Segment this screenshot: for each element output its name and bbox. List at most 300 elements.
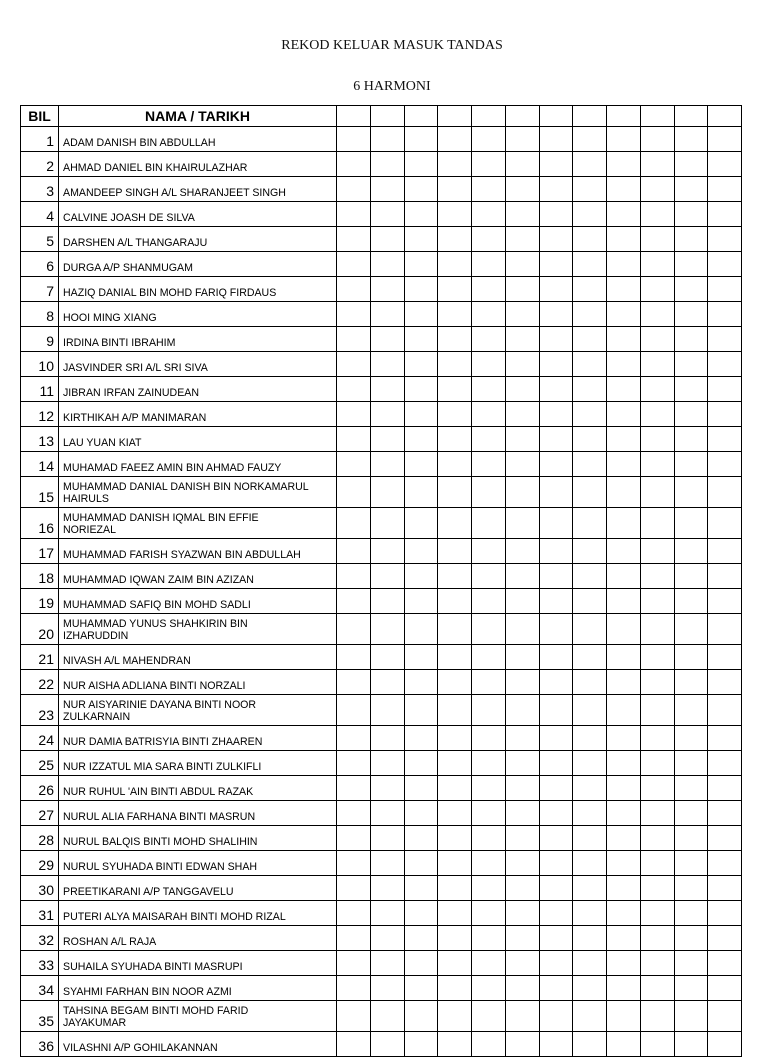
date-entry-cell[interactable] — [674, 377, 708, 402]
date-entry-cell[interactable] — [505, 202, 539, 227]
date-entry-cell[interactable] — [539, 826, 573, 851]
date-entry-cell[interactable] — [337, 327, 371, 352]
date-entry-cell[interactable] — [674, 976, 708, 1001]
date-entry-cell[interactable] — [674, 901, 708, 926]
date-entry-cell[interactable] — [640, 564, 674, 589]
date-entry-cell[interactable] — [472, 776, 506, 801]
date-entry-cell[interactable] — [607, 926, 641, 951]
date-entry-cell[interactable] — [674, 826, 708, 851]
date-entry-cell[interactable] — [438, 427, 472, 452]
date-entry-cell[interactable] — [438, 926, 472, 951]
date-entry-cell[interactable] — [607, 127, 641, 152]
date-entry-cell[interactable] — [472, 202, 506, 227]
date-entry-cell[interactable] — [370, 614, 404, 645]
date-entry-cell[interactable] — [607, 352, 641, 377]
date-entry-cell[interactable] — [640, 508, 674, 539]
date-entry-cell[interactable] — [404, 302, 438, 327]
date-entry-cell[interactable] — [708, 539, 742, 564]
date-entry-cell[interactable] — [505, 1032, 539, 1057]
date-entry-cell[interactable] — [640, 645, 674, 670]
date-entry-cell[interactable] — [404, 377, 438, 402]
date-entry-cell[interactable] — [708, 751, 742, 776]
date-entry-cell[interactable] — [370, 477, 404, 508]
date-entry-cell[interactable] — [674, 1001, 708, 1032]
date-entry-cell[interactable] — [505, 177, 539, 202]
date-entry-cell[interactable] — [573, 227, 607, 252]
date-entry-cell[interactable] — [607, 1001, 641, 1032]
date-entry-cell[interactable] — [370, 876, 404, 901]
date-entry-cell[interactable] — [539, 377, 573, 402]
date-entry-cell[interactable] — [472, 539, 506, 564]
date-entry-cell[interactable] — [607, 801, 641, 826]
date-entry-cell[interactable] — [337, 801, 371, 826]
date-entry-cell[interactable] — [607, 726, 641, 751]
date-entry-cell[interactable] — [370, 695, 404, 726]
date-entry-cell[interactable] — [607, 539, 641, 564]
date-entry-cell[interactable] — [708, 427, 742, 452]
date-entry-cell[interactable] — [573, 452, 607, 477]
date-entry-cell[interactable] — [337, 851, 371, 876]
date-entry-cell[interactable] — [472, 589, 506, 614]
date-entry-cell[interactable] — [337, 427, 371, 452]
date-entry-cell[interactable] — [674, 876, 708, 901]
date-entry-cell[interactable] — [472, 277, 506, 302]
date-entry-cell[interactable] — [370, 645, 404, 670]
date-entry-cell[interactable] — [708, 252, 742, 277]
date-entry-cell[interactable] — [674, 589, 708, 614]
date-entry-cell[interactable] — [539, 302, 573, 327]
date-entry-cell[interactable] — [573, 826, 607, 851]
date-entry-cell[interactable] — [607, 377, 641, 402]
date-entry-cell[interactable] — [472, 1032, 506, 1057]
date-entry-cell[interactable] — [708, 901, 742, 926]
date-entry-cell[interactable] — [607, 452, 641, 477]
date-entry-cell[interactable] — [404, 152, 438, 177]
date-entry-cell[interactable] — [404, 477, 438, 508]
date-entry-cell[interactable] — [539, 801, 573, 826]
date-entry-cell[interactable] — [438, 695, 472, 726]
date-entry-cell[interactable] — [708, 726, 742, 751]
date-entry-cell[interactable] — [370, 589, 404, 614]
date-entry-cell[interactable] — [640, 252, 674, 277]
date-entry-cell[interactable] — [438, 477, 472, 508]
date-entry-cell[interactable] — [337, 951, 371, 976]
date-entry-cell[interactable] — [640, 152, 674, 177]
date-entry-cell[interactable] — [472, 564, 506, 589]
date-entry-cell[interactable] — [539, 352, 573, 377]
date-entry-cell[interactable] — [539, 1032, 573, 1057]
date-entry-cell[interactable] — [573, 302, 607, 327]
date-entry-cell[interactable] — [370, 177, 404, 202]
date-entry-cell[interactable] — [438, 302, 472, 327]
date-entry-cell[interactable] — [674, 1032, 708, 1057]
date-entry-cell[interactable] — [337, 202, 371, 227]
header-date-cell[interactable] — [404, 106, 438, 127]
date-entry-cell[interactable] — [505, 776, 539, 801]
date-entry-cell[interactable] — [438, 901, 472, 926]
date-entry-cell[interactable] — [539, 508, 573, 539]
date-entry-cell[interactable] — [539, 726, 573, 751]
date-entry-cell[interactable] — [472, 726, 506, 751]
date-entry-cell[interactable] — [438, 776, 472, 801]
date-entry-cell[interactable] — [573, 951, 607, 976]
date-entry-cell[interactable] — [708, 1032, 742, 1057]
date-entry-cell[interactable] — [438, 751, 472, 776]
date-entry-cell[interactable] — [472, 976, 506, 1001]
date-entry-cell[interactable] — [708, 851, 742, 876]
date-entry-cell[interactable] — [404, 327, 438, 352]
date-entry-cell[interactable] — [708, 645, 742, 670]
date-entry-cell[interactable] — [505, 302, 539, 327]
date-entry-cell[interactable] — [438, 452, 472, 477]
date-entry-cell[interactable] — [404, 202, 438, 227]
date-entry-cell[interactable] — [404, 926, 438, 951]
date-entry-cell[interactable] — [607, 508, 641, 539]
date-entry-cell[interactable] — [573, 589, 607, 614]
date-entry-cell[interactable] — [404, 452, 438, 477]
date-entry-cell[interactable] — [370, 452, 404, 477]
date-entry-cell[interactable] — [505, 901, 539, 926]
date-entry-cell[interactable] — [472, 177, 506, 202]
header-date-cell[interactable] — [607, 106, 641, 127]
date-entry-cell[interactable] — [370, 377, 404, 402]
date-entry-cell[interactable] — [404, 976, 438, 1001]
date-entry-cell[interactable] — [607, 976, 641, 1001]
date-entry-cell[interactable] — [539, 152, 573, 177]
date-entry-cell[interactable] — [404, 1001, 438, 1032]
date-entry-cell[interactable] — [505, 127, 539, 152]
date-entry-cell[interactable] — [539, 901, 573, 926]
date-entry-cell[interactable] — [404, 277, 438, 302]
date-entry-cell[interactable] — [472, 1001, 506, 1032]
date-entry-cell[interactable] — [708, 508, 742, 539]
date-entry-cell[interactable] — [674, 801, 708, 826]
date-entry-cell[interactable] — [708, 876, 742, 901]
date-entry-cell[interactable] — [505, 277, 539, 302]
date-entry-cell[interactable] — [607, 252, 641, 277]
header-date-cell[interactable] — [438, 106, 472, 127]
date-entry-cell[interactable] — [337, 589, 371, 614]
date-entry-cell[interactable] — [708, 452, 742, 477]
date-entry-cell[interactable] — [505, 801, 539, 826]
date-entry-cell[interactable] — [708, 127, 742, 152]
date-entry-cell[interactable] — [505, 377, 539, 402]
date-entry-cell[interactable] — [438, 352, 472, 377]
date-entry-cell[interactable] — [607, 851, 641, 876]
date-entry-cell[interactable] — [674, 851, 708, 876]
date-entry-cell[interactable] — [674, 252, 708, 277]
date-entry-cell[interactable] — [674, 951, 708, 976]
date-entry-cell[interactable] — [573, 277, 607, 302]
date-entry-cell[interactable] — [674, 202, 708, 227]
date-entry-cell[interactable] — [337, 352, 371, 377]
date-entry-cell[interactable] — [505, 976, 539, 1001]
date-entry-cell[interactable] — [370, 302, 404, 327]
header-date-cell[interactable] — [573, 106, 607, 127]
date-entry-cell[interactable] — [337, 477, 371, 508]
date-entry-cell[interactable] — [708, 776, 742, 801]
date-entry-cell[interactable] — [505, 614, 539, 645]
date-entry-cell[interactable] — [505, 851, 539, 876]
date-entry-cell[interactable] — [539, 127, 573, 152]
date-entry-cell[interactable] — [337, 377, 371, 402]
date-entry-cell[interactable] — [337, 152, 371, 177]
date-entry-cell[interactable] — [607, 670, 641, 695]
date-entry-cell[interactable] — [607, 427, 641, 452]
date-entry-cell[interactable] — [607, 645, 641, 670]
date-entry-cell[interactable] — [539, 202, 573, 227]
date-entry-cell[interactable] — [708, 402, 742, 427]
header-date-cell[interactable] — [505, 106, 539, 127]
date-entry-cell[interactable] — [438, 402, 472, 427]
date-entry-cell[interactable] — [505, 1001, 539, 1032]
date-entry-cell[interactable] — [404, 695, 438, 726]
date-entry-cell[interactable] — [505, 751, 539, 776]
date-entry-cell[interactable] — [674, 327, 708, 352]
date-entry-cell[interactable] — [370, 851, 404, 876]
date-entry-cell[interactable] — [505, 252, 539, 277]
date-entry-cell[interactable] — [438, 645, 472, 670]
date-entry-cell[interactable] — [539, 876, 573, 901]
date-entry-cell[interactable] — [607, 202, 641, 227]
date-entry-cell[interactable] — [573, 670, 607, 695]
date-entry-cell[interactable] — [708, 327, 742, 352]
date-entry-cell[interactable] — [640, 589, 674, 614]
date-entry-cell[interactable] — [505, 670, 539, 695]
date-entry-cell[interactable] — [404, 670, 438, 695]
date-entry-cell[interactable] — [708, 177, 742, 202]
date-entry-cell[interactable] — [640, 826, 674, 851]
date-entry-cell[interactable] — [539, 951, 573, 976]
date-entry-cell[interactable] — [337, 776, 371, 801]
date-entry-cell[interactable] — [640, 352, 674, 377]
date-entry-cell[interactable] — [539, 1001, 573, 1032]
date-entry-cell[interactable] — [573, 377, 607, 402]
date-entry-cell[interactable] — [370, 726, 404, 751]
date-entry-cell[interactable] — [640, 876, 674, 901]
date-entry-cell[interactable] — [607, 826, 641, 851]
date-entry-cell[interactable] — [607, 951, 641, 976]
date-entry-cell[interactable] — [337, 402, 371, 427]
date-entry-cell[interactable] — [438, 227, 472, 252]
date-entry-cell[interactable] — [674, 277, 708, 302]
date-entry-cell[interactable] — [708, 377, 742, 402]
date-entry-cell[interactable] — [370, 539, 404, 564]
date-entry-cell[interactable] — [539, 277, 573, 302]
date-entry-cell[interactable] — [573, 539, 607, 564]
date-entry-cell[interactable] — [607, 1032, 641, 1057]
date-entry-cell[interactable] — [573, 177, 607, 202]
date-entry-cell[interactable] — [370, 227, 404, 252]
date-entry-cell[interactable] — [573, 427, 607, 452]
date-entry-cell[interactable] — [607, 152, 641, 177]
date-entry-cell[interactable] — [337, 227, 371, 252]
date-entry-cell[interactable] — [472, 427, 506, 452]
date-entry-cell[interactable] — [674, 352, 708, 377]
date-entry-cell[interactable] — [370, 1032, 404, 1057]
date-entry-cell[interactable] — [404, 801, 438, 826]
date-entry-cell[interactable] — [404, 645, 438, 670]
date-entry-cell[interactable] — [404, 751, 438, 776]
date-entry-cell[interactable] — [640, 127, 674, 152]
date-entry-cell[interactable] — [472, 876, 506, 901]
date-entry-cell[interactable] — [472, 645, 506, 670]
date-entry-cell[interactable] — [438, 252, 472, 277]
header-date-cell[interactable] — [370, 106, 404, 127]
date-entry-cell[interactable] — [404, 427, 438, 452]
date-entry-cell[interactable] — [370, 976, 404, 1001]
date-entry-cell[interactable] — [438, 327, 472, 352]
date-entry-cell[interactable] — [539, 402, 573, 427]
date-entry-cell[interactable] — [472, 751, 506, 776]
date-entry-cell[interactable] — [708, 277, 742, 302]
date-entry-cell[interactable] — [370, 152, 404, 177]
header-date-cell[interactable] — [640, 106, 674, 127]
date-entry-cell[interactable] — [337, 252, 371, 277]
date-entry-cell[interactable] — [539, 564, 573, 589]
date-entry-cell[interactable] — [539, 645, 573, 670]
date-entry-cell[interactable] — [607, 589, 641, 614]
date-entry-cell[interactable] — [708, 477, 742, 508]
date-entry-cell[interactable] — [438, 951, 472, 976]
date-entry-cell[interactable] — [573, 645, 607, 670]
date-entry-cell[interactable] — [640, 695, 674, 726]
date-entry-cell[interactable] — [640, 302, 674, 327]
date-entry-cell[interactable] — [674, 645, 708, 670]
date-entry-cell[interactable] — [674, 508, 708, 539]
date-entry-cell[interactable] — [472, 614, 506, 645]
date-entry-cell[interactable] — [438, 876, 472, 901]
date-entry-cell[interactable] — [505, 926, 539, 951]
date-entry-cell[interactable] — [607, 402, 641, 427]
date-entry-cell[interactable] — [337, 539, 371, 564]
date-entry-cell[interactable] — [573, 976, 607, 1001]
date-entry-cell[interactable] — [337, 277, 371, 302]
date-entry-cell[interactable] — [472, 851, 506, 876]
date-entry-cell[interactable] — [505, 695, 539, 726]
date-entry-cell[interactable] — [539, 614, 573, 645]
date-entry-cell[interactable] — [438, 564, 472, 589]
date-entry-cell[interactable] — [674, 539, 708, 564]
date-entry-cell[interactable] — [472, 508, 506, 539]
date-entry-cell[interactable] — [640, 726, 674, 751]
date-entry-cell[interactable] — [539, 926, 573, 951]
date-entry-cell[interactable] — [337, 751, 371, 776]
date-entry-cell[interactable] — [674, 926, 708, 951]
date-entry-cell[interactable] — [708, 926, 742, 951]
header-date-cell[interactable] — [472, 106, 506, 127]
date-entry-cell[interactable] — [404, 252, 438, 277]
date-entry-cell[interactable] — [708, 352, 742, 377]
date-entry-cell[interactable] — [674, 726, 708, 751]
date-entry-cell[interactable] — [404, 227, 438, 252]
date-entry-cell[interactable] — [472, 926, 506, 951]
date-entry-cell[interactable] — [438, 726, 472, 751]
date-entry-cell[interactable] — [370, 352, 404, 377]
date-entry-cell[interactable] — [573, 564, 607, 589]
date-entry-cell[interactable] — [337, 564, 371, 589]
date-entry-cell[interactable] — [404, 127, 438, 152]
date-entry-cell[interactable] — [337, 826, 371, 851]
date-entry-cell[interactable] — [505, 951, 539, 976]
date-entry-cell[interactable] — [539, 851, 573, 876]
date-entry-cell[interactable] — [472, 152, 506, 177]
date-entry-cell[interactable] — [573, 726, 607, 751]
date-entry-cell[interactable] — [505, 726, 539, 751]
date-entry-cell[interactable] — [573, 901, 607, 926]
date-entry-cell[interactable] — [573, 508, 607, 539]
date-entry-cell[interactable] — [607, 277, 641, 302]
date-entry-cell[interactable] — [505, 152, 539, 177]
date-entry-cell[interactable] — [708, 302, 742, 327]
date-entry-cell[interactable] — [404, 876, 438, 901]
date-entry-cell[interactable] — [404, 402, 438, 427]
date-entry-cell[interactable] — [708, 976, 742, 1001]
date-entry-cell[interactable] — [539, 976, 573, 1001]
date-entry-cell[interactable] — [404, 901, 438, 926]
date-entry-cell[interactable] — [674, 402, 708, 427]
date-entry-cell[interactable] — [370, 202, 404, 227]
date-entry-cell[interactable] — [708, 589, 742, 614]
date-entry-cell[interactable] — [674, 614, 708, 645]
date-entry-cell[interactable] — [573, 926, 607, 951]
date-entry-cell[interactable] — [404, 177, 438, 202]
date-entry-cell[interactable] — [674, 477, 708, 508]
date-entry-cell[interactable] — [472, 302, 506, 327]
date-entry-cell[interactable] — [573, 352, 607, 377]
date-entry-cell[interactable] — [573, 202, 607, 227]
date-entry-cell[interactable] — [505, 427, 539, 452]
date-entry-cell[interactable] — [370, 508, 404, 539]
date-entry-cell[interactable] — [573, 876, 607, 901]
date-entry-cell[interactable] — [607, 302, 641, 327]
date-entry-cell[interactable] — [370, 427, 404, 452]
date-entry-cell[interactable] — [438, 277, 472, 302]
date-entry-cell[interactable] — [640, 901, 674, 926]
date-entry-cell[interactable] — [640, 976, 674, 1001]
date-entry-cell[interactable] — [404, 352, 438, 377]
date-entry-cell[interactable] — [708, 227, 742, 252]
date-entry-cell[interactable] — [370, 776, 404, 801]
date-entry-cell[interactable] — [640, 951, 674, 976]
date-entry-cell[interactable] — [539, 776, 573, 801]
date-entry-cell[interactable] — [472, 252, 506, 277]
date-entry-cell[interactable] — [337, 901, 371, 926]
date-entry-cell[interactable] — [674, 751, 708, 776]
date-entry-cell[interactable] — [337, 976, 371, 1001]
date-entry-cell[interactable] — [438, 539, 472, 564]
date-entry-cell[interactable] — [472, 477, 506, 508]
date-entry-cell[interactable] — [573, 1001, 607, 1032]
date-entry-cell[interactable] — [640, 851, 674, 876]
date-entry-cell[interactable] — [337, 695, 371, 726]
date-entry-cell[interactable] — [337, 645, 371, 670]
date-entry-cell[interactable] — [438, 670, 472, 695]
date-entry-cell[interactable] — [337, 726, 371, 751]
date-entry-cell[interactable] — [607, 177, 641, 202]
date-entry-cell[interactable] — [573, 327, 607, 352]
date-entry-cell[interactable] — [539, 589, 573, 614]
date-entry-cell[interactable] — [573, 1032, 607, 1057]
date-entry-cell[interactable] — [505, 327, 539, 352]
date-entry-cell[interactable] — [539, 539, 573, 564]
date-entry-cell[interactable] — [337, 127, 371, 152]
date-entry-cell[interactable] — [438, 851, 472, 876]
date-entry-cell[interactable] — [607, 901, 641, 926]
date-entry-cell[interactable] — [573, 695, 607, 726]
date-entry-cell[interactable] — [674, 127, 708, 152]
date-entry-cell[interactable] — [337, 1032, 371, 1057]
